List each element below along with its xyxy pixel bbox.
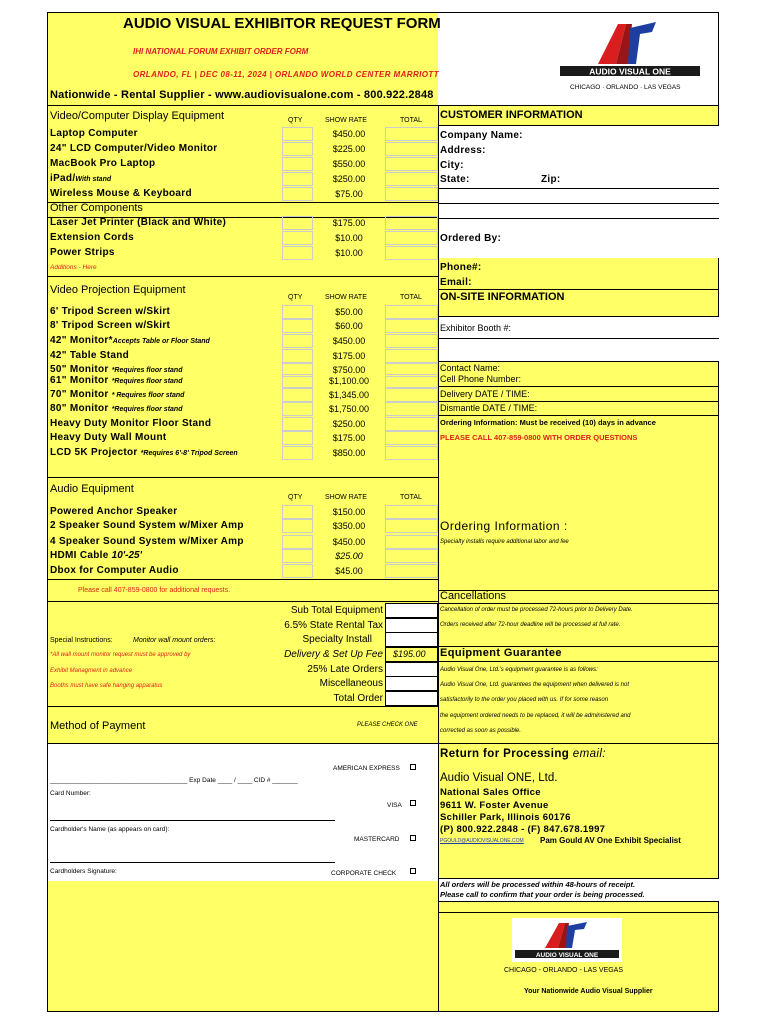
qty-header: QTY	[288, 117, 303, 124]
divider	[438, 218, 719, 219]
return-title	[440, 748, 606, 760]
equipment-item-label: 24" LCD Computer/Video Monitor	[50, 143, 218, 154]
guarantee-line-3: satisfactorily to the order you placed with us. If for some reason	[440, 697, 609, 703]
amex-checkbox[interactable]	[410, 764, 416, 770]
qty-field[interactable]	[282, 374, 313, 388]
projection-section-title: Video Projection Equipment	[50, 284, 186, 296]
delivery-date-field[interactable]: Delivery DATE / TIME:	[440, 389, 530, 399]
equipment-item-price: $450.00	[332, 129, 366, 139]
wall-mount-note-3: Booths must have safe hanging apparatus	[50, 683, 163, 689]
divider	[438, 203, 719, 204]
total-field[interactable]	[385, 231, 438, 245]
equipment-item-price: $175.00	[332, 218, 366, 228]
equipment-item	[50, 350, 129, 361]
total-field[interactable]	[385, 417, 438, 431]
equipment-item	[50, 432, 167, 443]
state-field[interactable]: State:	[440, 174, 470, 185]
delivery-fee-value: $195.00	[393, 649, 426, 659]
dismantle-date-field[interactable]: Dismantle DATE / TIME:	[440, 403, 538, 413]
av-one-logo	[560, 18, 700, 80]
qty-field[interactable]	[282, 446, 313, 460]
equipment-item	[50, 306, 170, 317]
divider	[438, 415, 719, 416]
equipment-item-price: $1,100.00	[328, 376, 370, 386]
qty-header: QTY	[288, 494, 303, 501]
divider	[47, 601, 438, 602]
total-field[interactable]	[385, 142, 438, 156]
equipment-item-label: 2 Speaker Sound System w/Mixer Amp	[50, 520, 244, 531]
total-field[interactable]	[385, 349, 438, 363]
equipment-item-label: Laptop Computer	[50, 128, 138, 139]
qty-field[interactable]	[282, 549, 313, 563]
equipment-item	[50, 247, 115, 258]
qty-field[interactable]	[282, 417, 313, 431]
onsite-info-title: ON-SITE INFORMATION	[440, 291, 565, 303]
total-field[interactable]	[385, 374, 438, 388]
equipment-item	[50, 375, 182, 386]
total-field[interactable]	[385, 402, 438, 416]
equipment-item	[50, 506, 177, 517]
tax-label: 6.5% State Rental Tax	[284, 620, 383, 631]
qty-field[interactable]	[282, 187, 313, 201]
qty-field[interactable]	[282, 535, 313, 549]
guarantee-line-1: Audio Visual One, Ltd.'s equipment guarantee is as follows:	[440, 667, 598, 673]
qty-field[interactable]	[282, 246, 313, 260]
divider	[438, 878, 719, 879]
equipment-item-note: With stand	[75, 176, 112, 183]
divider	[47, 477, 438, 478]
guarantee-title: Equipment Guarantee	[440, 647, 562, 659]
equipment-item-note: *Requires floor stand	[111, 378, 183, 385]
equipment-item	[50, 364, 182, 375]
signature-label: Cardholders Signature:	[50, 868, 117, 875]
footer-tagline: Your Nationwide Audio Visual Supplier	[524, 988, 653, 995]
equipment-item-note: Accepts Table or Floor Stand	[112, 338, 210, 345]
qty-field[interactable]	[282, 334, 313, 348]
equipment-item	[50, 158, 155, 169]
company-field[interactable]: Company Name:	[440, 130, 523, 141]
equipment-item-price: $45.00	[335, 566, 363, 576]
equipment-item-price: $10.00	[335, 233, 363, 243]
notice-line-2: Please call to confirm that your order is being processed.	[440, 890, 645, 899]
amex-label: AMERICAN EXPRESS	[333, 765, 400, 772]
equipment-item	[50, 173, 111, 184]
equipment-item-price: $450.00	[332, 336, 366, 346]
return-street: 9611 W. Foster Avenue	[440, 800, 549, 811]
wall-mount-note-2: Exhibit Managment in advance	[50, 668, 133, 674]
divider	[438, 188, 719, 189]
cardholder-name-label: Cardholder's Name (as appears on card):	[50, 826, 170, 833]
delivery-field	[385, 647, 438, 662]
divider	[438, 338, 719, 339]
equipment-item-price: $225.00	[332, 144, 366, 154]
total-label: Total Order	[333, 693, 383, 704]
equipment-item-label: Laser Jet Printer (Black and White)	[50, 217, 227, 228]
equipment-item	[50, 418, 211, 429]
specialty-field[interactable]	[385, 632, 438, 647]
equipment-item-price: $60.00	[335, 321, 363, 331]
tax-field[interactable]	[385, 618, 438, 633]
divider	[47, 276, 438, 277]
footer-logo	[515, 920, 619, 960]
qty-field[interactable]	[282, 231, 313, 245]
guarantee-line-4: the equipment ordered needs to be replaced, it will be administered and	[440, 713, 631, 719]
total-header: TOTAL	[400, 294, 422, 301]
equipment-item	[50, 403, 182, 414]
rate-header: SHOW RATE	[325, 117, 367, 124]
qty-field[interactable]	[282, 431, 313, 445]
total-field[interactable]	[385, 431, 438, 445]
total-field[interactable]	[385, 216, 438, 230]
equipment-item-label: Extension Cords	[50, 232, 134, 243]
qty-field[interactable]	[282, 172, 313, 186]
ordered-by-field[interactable]: Ordered By:	[440, 233, 502, 244]
total-field[interactable]	[385, 334, 438, 348]
divider	[438, 361, 719, 362]
equipment-item-price: $250.00	[332, 419, 366, 429]
equipment-item-price: $1,750.00	[328, 404, 370, 414]
qty-field[interactable]	[282, 142, 313, 156]
equipment-item-label: Power Strips	[50, 247, 115, 258]
total-field[interactable]	[385, 127, 438, 141]
computer-section-title: Video/Computer Display Equipment	[50, 110, 225, 122]
equipment-item-label: Heavy Duty Monitor Floor Stand	[50, 418, 212, 429]
equipment-item-label: 6' Tripod Screen w/Skirt	[50, 306, 171, 317]
form-subtitle-1: IHI NATIONAL FORUM EXHIBIT ORDER FORM	[133, 47, 309, 56]
total-field[interactable]	[385, 187, 438, 201]
total-field[interactable]	[385, 549, 438, 563]
equipment-item	[50, 188, 192, 199]
special-instructions-label: Special Instructions:	[50, 637, 113, 644]
equipment-item-label: 61" Monitor	[50, 375, 112, 386]
footer-logo-text: AUDIO VISUAL ONE	[535, 952, 599, 959]
form-title: AUDIO VISUAL EXHIBITOR REQUEST FORM	[123, 15, 441, 32]
qty-field[interactable]	[282, 349, 313, 363]
total-field[interactable]	[385, 157, 438, 171]
card-number-label: Card Number:	[50, 790, 91, 797]
address-field[interactable]: Address:	[440, 145, 486, 156]
total-field[interactable]	[385, 305, 438, 319]
equipment-item	[50, 320, 170, 331]
equipment-item-note: *Requires floor stand	[111, 406, 183, 413]
equipment-item-price: $250.00	[332, 174, 366, 184]
equipment-item	[50, 520, 244, 531]
equipment-item-label: LCD 5K Projector	[50, 447, 141, 458]
equipment-item-price: $75.00	[335, 189, 363, 199]
total-field[interactable]	[385, 519, 438, 533]
equipment-item-label: 80" Monitor	[50, 403, 112, 414]
corporate-checkbox[interactable]	[410, 868, 416, 874]
call-note: Please call 407-859-0800 for additional requests.	[78, 587, 231, 594]
audio-section-title: Audio Equipment	[50, 483, 134, 495]
divider	[438, 125, 719, 126]
divider	[47, 706, 438, 707]
total-field[interactable]	[385, 535, 438, 549]
qty-header: QTY	[288, 294, 303, 301]
equipment-item	[50, 565, 179, 576]
equipment-item-price: $750.00	[332, 365, 366, 375]
divider	[438, 401, 719, 402]
equipment-item-label: 50" Monitor	[50, 364, 112, 375]
divider	[438, 743, 719, 744]
equipment-item-label: 8' Tripod Screen w/Skirt	[50, 320, 171, 331]
contact-field[interactable]: Contact Name:	[440, 363, 501, 373]
return-email-link[interactable]: PGOULD@AUDIOVISUALONE.COM	[440, 838, 524, 844]
equipment-item	[50, 143, 217, 154]
equipment-item-price: $10.00	[335, 248, 363, 258]
equipment-item-note: *Requires 6'-8' Tripod Screen	[140, 450, 238, 457]
divider	[438, 901, 719, 902]
zip-field[interactable]: Zip:	[541, 174, 561, 185]
visa-checkbox[interactable]	[410, 800, 416, 806]
divider	[47, 579, 438, 580]
please-check-one: PLEASE CHECK ONE	[357, 722, 418, 728]
equipment-item-label: 4 Speaker Sound System w/Mixer Amp	[50, 536, 244, 547]
equipment-item-note: * Requires floor stand	[111, 392, 185, 399]
equipment-item	[50, 217, 226, 228]
qty-field[interactable]	[282, 157, 313, 171]
logo-cities: CHICAGO · ORLANDO · LAS VEGAS	[570, 84, 681, 91]
return-title-text: Return for Processing	[440, 748, 570, 760]
order-questions-phone: PLEASE CALL 407-859-0800 WITH ORDER QUESTIONS	[440, 433, 638, 442]
visa-label: VISA	[387, 802, 402, 809]
qty-field[interactable]	[282, 127, 313, 141]
qty-field[interactable]	[282, 402, 313, 416]
corporate-label: CORPORATE CHECK	[331, 870, 397, 877]
equipment-item-price: $850.00	[332, 448, 366, 458]
cancellations-title: Cancellations	[440, 590, 507, 602]
total-field[interactable]	[385, 446, 438, 460]
late-field[interactable]	[385, 662, 438, 677]
email-field[interactable]: Email:	[440, 277, 472, 288]
total-header: TOTAL	[400, 494, 422, 501]
phone-field[interactable]: Phone#:	[440, 262, 482, 273]
ordering-info-note: Specialty installs require additional labor and fee	[440, 539, 569, 545]
guarantee-line-2: Audio Visual One, Ltd. guarantees the equipment when delivered is not	[440, 682, 630, 688]
equipment-item-label: MacBook Pro Laptop	[50, 158, 156, 169]
divider	[438, 603, 719, 604]
total-field[interactable]	[385, 505, 438, 519]
ordering-deadline: Ordering Information: Must be received (10) days in advance	[440, 418, 656, 427]
equipment-item-note: *Requires floor stand	[111, 367, 183, 374]
equipment-item-label: iPad/	[50, 173, 76, 184]
total-field[interactable]	[385, 172, 438, 186]
divider	[438, 289, 719, 290]
qty-field[interactable]	[282, 388, 313, 402]
city-field[interactable]: City:	[440, 160, 464, 171]
equipment-item-price: $175.00	[332, 351, 366, 361]
qty-field[interactable]	[282, 519, 313, 533]
return-contact: Pam Gould AV One Exhibit Specialist	[540, 836, 681, 845]
cell-field[interactable]: Cell Phone Number:	[440, 374, 522, 384]
total-field[interactable]	[385, 319, 438, 333]
payment-title: Method of Payment	[50, 720, 146, 732]
other-section-title: Other Components	[50, 202, 143, 214]
qty-field[interactable]	[282, 216, 313, 230]
wall-mount-note-1: *All wall mount monitor request must be approved by	[50, 652, 191, 658]
divider	[438, 661, 719, 662]
equipment-item-price: $1,345.00	[328, 390, 370, 400]
return-phone: (P) 800.922.2848 - (F) 847.678.1997	[440, 824, 606, 835]
equipment-item-note: 10'-25'	[111, 550, 142, 561]
qty-field[interactable]	[282, 305, 313, 319]
logo-text: AUDIO VISUAL ONE	[589, 66, 671, 77]
delivery-label: Delivery & Set Up Fee	[284, 649, 383, 660]
late-label: 25% Late Orders	[307, 664, 383, 675]
mastercard-label: MASTERCARD	[354, 836, 400, 843]
total-field[interactable]	[385, 246, 438, 260]
qty-field[interactable]	[282, 505, 313, 519]
cardholder-name-line[interactable]	[50, 862, 335, 863]
wall-mount-label: Monitor wall mount orders:	[133, 637, 216, 644]
equipment-item-price: $25.00	[335, 551, 363, 561]
equipment-item	[50, 536, 244, 547]
equipment-item-price: $550.00	[332, 159, 366, 169]
divider	[438, 912, 719, 913]
total-field[interactable]	[385, 564, 438, 578]
equipment-item-label: Powered Anchor Speaker	[50, 506, 178, 517]
nationwide-line: Nationwide - Rental Supplier - www.audiovisualone.com - 800.922.2848	[50, 89, 434, 101]
footer-cities: CHICAGO - ORLANDO - LAS VEGAS	[504, 967, 624, 974]
return-company: Audio Visual ONE, Ltd.	[440, 772, 558, 784]
subtotal-field[interactable]	[385, 603, 438, 618]
total-field[interactable]	[385, 388, 438, 402]
total-field[interactable]	[385, 691, 438, 706]
qty-field[interactable]	[282, 564, 313, 578]
cancellation-line-2: Orders received after 72-hour deadline will be processed at full rate.	[440, 622, 621, 628]
equipment-item	[50, 389, 184, 400]
customer-info-title: CUSTOMER INFORMATION	[440, 109, 583, 121]
equipment-item	[50, 128, 138, 139]
misc-field[interactable]	[385, 676, 438, 691]
return-city: Schiller Park, Illinois 60176	[440, 812, 571, 823]
total-header: TOTAL	[400, 117, 422, 124]
booth-field[interactable]: Exhibitor Booth #:	[440, 323, 512, 333]
subtotal-label: Sub Total Equipment	[290, 605, 383, 616]
equipment-item	[50, 447, 238, 458]
equipment-item-price: $350.00	[332, 521, 366, 531]
notice-line-1: All orders will be processed within 48-hours of receipt.	[440, 880, 636, 889]
return-office: National Sales Office	[440, 787, 541, 798]
specialty-label: Specialty Install	[302, 634, 372, 645]
equipment-item	[50, 232, 134, 243]
divider	[438, 386, 719, 387]
equipment-item-price: $150.00	[332, 507, 366, 517]
ordering-info-title: Ordering Information :	[440, 519, 568, 533]
rate-header: SHOW RATE	[325, 294, 367, 301]
equipment-item-label: Dbox for Computer Audio	[50, 565, 179, 576]
additions-note: Additions - Here	[50, 264, 97, 271]
equipment-item-price: $450.00	[332, 537, 366, 547]
equipment-item-label: 42" Monitor*	[50, 335, 113, 346]
equipment-item-label: 70" Monitor	[50, 389, 112, 400]
equipment-item-label: Heavy Duty Wall Mount	[50, 432, 167, 443]
equipment-item-label: HDMI Cable	[50, 550, 112, 561]
cancellation-line-1: Cancellation of order must be processed 72-hours prior to Delivery Date.	[440, 607, 633, 613]
return-title-email: email:	[572, 748, 606, 760]
equipment-item-price: $175.00	[332, 433, 366, 443]
mastercard-checkbox[interactable]	[410, 835, 416, 841]
equipment-item-label: 42" Table Stand	[50, 350, 130, 361]
qty-field[interactable]	[282, 319, 313, 333]
guarantee-line-5: corrected as soon as possible.	[440, 728, 522, 734]
equipment-item-price: $50.00	[335, 307, 363, 317]
card-exp-line[interactable]: ______________________________________ Exp Date ____ / ____ CID # _______	[50, 777, 298, 784]
form-subtitle-2: ORLANDO, FL | DEC 08-11, 2024 | ORLANDO WORLD CENTER MARRIOTT	[133, 70, 439, 79]
equipment-item	[50, 550, 142, 561]
card-number-line[interactable]	[50, 820, 335, 821]
equipment-item	[50, 335, 210, 346]
misc-label: Miscellaneous	[319, 678, 383, 689]
equipment-item-label: Wireless Mouse & Keyboard	[50, 188, 192, 199]
divider	[47, 105, 719, 106]
rate-header: SHOW RATE	[325, 494, 367, 501]
